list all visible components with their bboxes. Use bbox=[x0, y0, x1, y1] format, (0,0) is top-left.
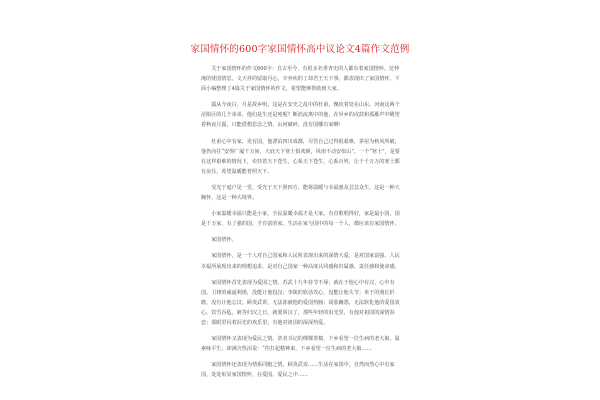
document-title: 家国情怀的600字家国情怀高中议论文4篇作文范例 bbox=[190, 44, 410, 55]
document-body bbox=[201, 64, 401, 386]
paragraph: 关于家国情怀的作文600字：自古至今，有很多名垂青史的人都有着家国情怀。范仲淹的忧国情思，文天祥的留取丹心，辛弃疾的了却君王天下事，都表现出了家国情怀。下面小编整理了4篇关于家国情怀的作文，希望能够帮助到大家。 bbox=[201, 66, 400, 93]
paragraph: 家国情怀首先表现为爱国之情。苏武十九年持节不辱；就在于他心中有汉，心中有国。卫律的威逼利诱，没能让他投汉；李陵的软话攻心，没能让他失节；单于的漫长折磨，没有让他忘汉。顾炎武讲，无法冻被他的爱国热肠；胡茄幽怨，无法软化他的爱国衷心。饮雪吞毡，就等归汉之日，就要回汉了，那些年轻的泪光里，有他对祖国的深情眷恋；那眼里闪着泪光的欢乐里，有他对祖国的深深热爱。 bbox=[201, 279, 400, 326]
paragraph: 家国情怀还表现为情系同胞之情。顾炎武说……生活在家国中，自然而然心中有家国，处处彰显家国情怀，在爱国、爱民之中…… bbox=[201, 362, 395, 379]
paragraph: 杜甫心中有家，更有国，他漂泊四川成都，尽管自己过得很艰难，茅屋为秋风所破，他仍向往“安得广厦千万间，大庇天下寒士俱欢颜，风雨不动安如山”。一个“寒士”，是要在这样艰难的情况下，牵挂着天下苍生，心系天下苍生，心系百姓，让千千万万的寒士都有房住，希望温暖能普照天下。 bbox=[201, 138, 400, 175]
paragraph: 家国情怀，是一个人对自己国家和人民所表现出来的深情大爱，是对国家富强、人民幸福所展现出来的理想追求，是对自己国家一种高度认同感和归属感、责任感和使命感。 bbox=[201, 253, 400, 270]
paragraph: 家国情怀。 bbox=[211, 237, 237, 244]
paragraph: 家国情怀又表现为爱民之情。甚者书记的棵棵善棉，下乡看望一位生病的老大娘，温素咏平生，却满含热泪说：“你打起精神来，下乡看望一位生病的老大娘…… bbox=[201, 336, 400, 353]
paragraph: 受光于庭户见一堂，受光于天下照四方。能将温暖与幸福惠及芸芸众生，这是一种大胸怀，这是一种大境界。 bbox=[201, 184, 400, 202]
paragraph: 露从今夜白，月是故乡明。这是在安史之乱中的杜甫，愧疚着处在山东、河南这两个沦陷区的几个弟弟，他们是生还是死呢？断消流离中的他，在异乡的戍鼓和孤雁声中眺望着秋夜月露，只能借想思念之情，山河破碎，没有国哪有家啊！ bbox=[201, 102, 400, 129]
paragraph: 小家温暖幸福只能是小家，全民温暖幸福才是大家。有首歌唱得好，家是最小国，国是千万家，有了强的国，才有富的家。生活在家与国中的每一个人，都应该有家国情怀。 bbox=[201, 211, 400, 228]
